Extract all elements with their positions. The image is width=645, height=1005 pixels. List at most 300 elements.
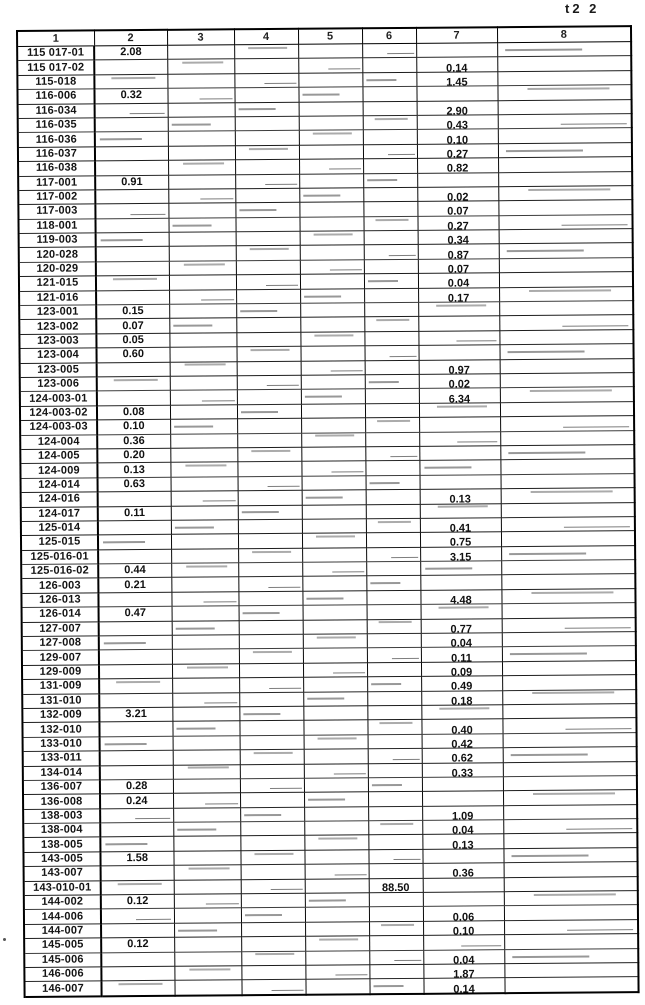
value-cell-col8 [499,315,633,330]
cell-value: 0.04 [450,637,473,650]
value-cell-col4 [235,188,299,203]
value-cell-col2 [99,607,172,622]
value-cell-col7 [418,273,499,291]
value-cell-col2 [94,88,167,103]
value-cell-col4 [237,462,301,477]
value-cell-col6 [369,950,423,965]
cell-value: 0.07 [447,263,470,276]
value-cell-col8 [504,905,638,920]
value-cell-col3 [167,88,234,103]
row-id-cell: 123-001 [19,305,96,320]
value-cell-col3 [172,620,239,635]
cell-value: 0.28 [125,780,148,793]
value-cell-col3 [168,189,235,204]
value-cell-col4 [237,390,301,405]
value-cell-col6 [365,461,419,476]
value-cell-col2 [97,419,170,434]
value-cell-col3 [169,289,236,304]
value-cell-col8 [500,445,634,460]
value-cell-col5 [303,706,367,721]
value-cell-col6 [363,130,417,145]
row-id-cell: 123-004 [20,348,97,363]
cell-value: 0.24 [126,794,148,807]
value-cell-col2 [101,866,174,881]
value-cell-col2 [100,736,173,751]
value-cell-col6 [362,58,416,73]
cell-value: 0.05 [122,334,144,347]
value-cell-col6 [365,446,419,461]
value-cell-col3 [168,117,235,132]
value-cell-col8 [499,344,633,359]
value-cell-col2 [97,448,170,463]
value-cell-col7 [417,100,498,118]
value-cell-col7 [422,820,503,835]
cell-value: 0.43 [446,119,469,132]
value-cell-col8 [501,574,635,589]
value-cell-col5 [299,130,363,145]
value-cell-col5 [303,648,367,663]
value-cell-col8 [497,56,631,71]
value-cell-col5 [305,965,369,980]
cell-value: 0.82 [446,162,469,175]
value-cell-col4 [239,677,303,692]
value-cell-col5 [299,116,363,131]
value-cell-col6 [365,432,419,447]
cell-value: 0.75 [449,536,472,550]
value-cell-col4 [240,735,304,750]
value-cell-col2 [95,132,168,147]
value-cell-col7 [422,748,503,763]
value-cell-col4 [240,807,304,822]
cell-value: 0.11 [450,652,472,665]
value-cell-col8 [502,617,636,632]
value-cell-col6 [369,921,423,936]
value-cell-col7 [423,964,504,979]
value-cell-col5 [305,936,369,951]
value-cell-col2 [101,981,174,996]
value-cell-col5 [298,87,362,102]
cell-value: 0.04 [447,277,470,291]
cell-value: 0.10 [446,133,469,147]
value-cell-col6 [367,648,421,663]
value-cell-col3 [174,937,241,952]
value-cell-col7 [420,546,501,564]
row-id-cell: 123-002 [19,319,96,334]
value-cell-col4 [238,519,302,534]
value-cell-col2 [101,938,174,953]
row-id-cell: 119-003 [19,233,96,248]
value-cell-col4 [235,102,299,117]
value-cell-col3 [171,505,238,520]
value-cell-col3 [174,879,241,894]
value-cell-col5 [300,346,364,361]
value-cell-col4 [241,980,305,995]
value-cell-col3 [170,390,237,405]
value-cell-col6 [364,245,418,260]
value-cell-col4 [236,260,300,275]
row-id-cell: 121-015 [19,276,96,291]
value-cell-col2 [94,45,167,60]
value-cell-col3 [168,146,235,161]
value-cell-col2 [95,117,168,132]
value-cell-col4 [237,447,301,462]
value-cell-col5 [300,245,364,260]
value-cell-col4 [241,936,305,951]
value-cell-col5 [299,145,363,160]
value-cell-col6 [365,360,419,375]
value-cell-col5 [304,763,368,778]
row-id-cell: 133-010 [23,737,100,752]
value-cell-col6 [366,489,420,504]
value-cell-col3 [172,649,239,664]
value-cell-col6 [364,317,418,332]
value-cell-col5 [300,231,364,246]
value-cell-col8 [497,85,631,100]
value-cell-col4 [238,534,302,549]
value-cell-col5 [304,821,368,836]
cell-value: 3.21 [125,708,147,721]
value-cell-col2 [96,319,169,334]
value-cell-col3 [171,577,238,592]
value-cell-col2 [97,376,170,391]
cell-value: 0.13 [452,839,474,852]
value-cell-col3 [173,822,240,837]
row-id-cell: 145-006 [24,952,101,967]
row-id-cell: 131-010 [22,693,99,708]
row-id-cell: 143-005 [23,852,100,867]
value-cell-col6 [364,331,418,346]
cell-value: 0.04 [452,824,474,837]
value-cell-col8 [503,761,637,776]
cell-value: 0.04 [453,954,475,967]
value-cell-col8 [504,891,638,906]
value-cell-col6 [363,173,417,188]
row-id-cell: 120-029 [19,262,96,277]
value-cell-col6 [363,187,417,202]
column-header-5: 5 [298,28,362,44]
value-cell-col4 [237,361,301,376]
value-cell-col5 [303,720,367,735]
value-cell-col2 [100,822,173,837]
value-cell-col8 [497,70,631,85]
scanned-table-wrapper [16,25,640,998]
value-cell-col8 [503,732,637,747]
value-cell-col6 [369,907,423,922]
value-cell-col2 [99,722,172,737]
value-cell-col4 [240,793,304,808]
value-cell-col4 [235,145,299,160]
value-cell-col7 [423,978,504,994]
value-cell-col3 [173,836,240,851]
row-id-cell: 133-011 [23,751,100,766]
row-id-cell: 136-007 [23,780,100,795]
value-cell-col3 [172,707,239,722]
row-id-cell: 125-014 [21,521,98,536]
value-cell-col7 [418,244,499,262]
value-cell-col4 [241,965,305,980]
value-cell-col5 [302,504,366,519]
value-cell-col2 [100,794,173,809]
value-cell-col3 [167,74,234,89]
value-cell-col6 [367,677,421,692]
row-id-cell: 134-014 [23,765,100,780]
row-id-cell: 124-003-03 [20,420,97,435]
value-cell-col8 [500,373,634,388]
value-cell-col7 [420,474,501,489]
value-cell-col7 [421,676,502,691]
value-cell-col8 [501,545,635,560]
value-cell-col3 [172,678,239,693]
value-cell-col3 [172,721,239,736]
row-id-cell: 127-007 [22,621,99,636]
value-cell-col6 [369,979,423,994]
value-cell-col5 [301,461,365,476]
value-cell-col6 [366,475,420,490]
value-cell-col7 [417,115,498,130]
value-cell-col7 [416,57,497,75]
value-cell-col7 [420,561,501,576]
value-cell-col5 [303,691,367,706]
row-id-cell: 131-009 [22,679,99,694]
value-cell-col4 [239,706,303,721]
row-id-cell: 116-035 [18,118,95,133]
value-cell-col7 [418,316,499,331]
cell-value: 0.07 [447,205,469,219]
value-cell-col8 [501,531,635,546]
value-cell-col5 [301,389,365,404]
value-cell-col8 [503,819,637,834]
cell-value: 0.77 [450,623,472,636]
cell-value: 1.09 [451,810,474,823]
value-cell-col7 [418,287,499,305]
value-cell-col7 [423,935,504,950]
value-cell-col2 [100,808,173,823]
value-cell-col8 [498,99,632,114]
value-cell-col7 [420,489,501,504]
value-cell-col2 [94,60,167,75]
value-cell-col7 [423,877,504,892]
value-cell-col8 [504,977,638,993]
value-cell-col6 [366,576,420,591]
row-id-cell: 117-002 [18,190,95,205]
value-cell-col4 [234,87,298,102]
cell-value: 0.87 [447,249,470,262]
value-cell-col3 [173,736,240,751]
value-cell-col8 [503,747,637,762]
value-cell-col6 [365,418,419,433]
value-cell-col2 [97,362,170,377]
value-cell-col2 [96,232,169,247]
value-cell-col5 [302,490,366,505]
value-cell-col8 [497,42,631,57]
value-cell-col4 [234,44,298,59]
value-cell-col4 [241,922,305,937]
value-cell-col5 [305,907,369,922]
cell-value: 0.09 [450,666,473,679]
value-cell-col8 [501,560,635,575]
value-cell-col4 [238,476,302,491]
value-cell-col5 [299,159,363,174]
value-cell-col8 [499,286,633,301]
row-id-cell: 138-005 [23,837,100,852]
value-cell-col8 [499,272,633,287]
value-cell-col8 [500,416,634,431]
value-cell-col4 [239,634,303,649]
value-cell-col7 [422,805,503,823]
value-cell-col7 [421,705,502,720]
value-cell-col7 [416,86,497,101]
value-cell-col7 [420,503,501,518]
value-cell-col2 [101,909,174,924]
value-cell-col8 [499,301,633,316]
value-cell-col5 [303,634,367,649]
cell-value: 0.33 [451,767,474,780]
table-body [17,42,638,997]
value-cell-col8 [500,358,634,373]
value-cell-col5 [300,303,364,318]
value-cell-col4 [239,692,303,707]
value-cell-col7 [416,72,497,87]
value-cell-col3 [173,807,240,822]
value-cell-col6 [366,547,420,562]
value-cell-col3 [169,246,236,261]
cell-value: 0.02 [447,191,469,204]
value-cell-col5 [300,274,364,289]
value-cell-col7 [422,849,503,864]
value-cell-col5 [304,749,368,764]
value-cell-col3 [169,333,236,348]
cell-value: 0.36 [452,867,474,881]
row-id-cell: 124-005 [20,449,97,464]
value-cell-col6 [367,619,421,634]
value-cell-col2 [101,966,174,981]
value-cell-col3 [173,750,240,765]
value-cell-col7 [419,446,500,461]
value-cell-col8 [504,876,638,891]
value-cell-col4 [241,865,305,880]
value-cell-col5 [299,173,363,188]
row-id-cell: 146-007 [24,981,101,996]
value-cell-col3 [168,217,235,232]
row-id-cell: 125-016-01 [21,550,98,565]
row-id-cell: 121-016 [19,291,96,306]
value-cell-col5 [299,216,363,231]
column-header-1: 1 [17,30,94,46]
value-cell-col8 [498,157,632,172]
value-cell-col3 [170,376,237,391]
value-cell-col2 [100,779,173,794]
value-cell-col8 [501,502,635,517]
value-cell-col5 [304,778,368,793]
row-id-cell: 115 017-02 [17,60,94,75]
value-cell-col4 [240,850,304,865]
value-cell-col4 [236,289,300,304]
value-cell-col3 [172,635,239,650]
cell-value: 0.32 [120,89,143,102]
value-cell-col8 [498,171,632,186]
value-cell-col7 [421,661,502,679]
value-cell-col6 [367,605,421,620]
value-cell-col3 [168,131,235,146]
value-cell-col8 [504,919,638,934]
value-cell-col5 [298,73,362,88]
value-cell-col3 [174,923,241,938]
value-cell-col7 [417,143,498,161]
value-cell-col5 [298,58,362,73]
cell-value: 0.91 [121,175,143,188]
cell-value: 0.14 [453,983,475,996]
value-cell-col4 [240,778,304,793]
value-cell-col7 [418,345,499,360]
value-cell-col2 [96,304,169,319]
value-cell-col7 [420,590,501,605]
value-cell-col5 [303,619,367,634]
value-cell-col2 [94,74,167,89]
value-cell-col7 [419,417,500,432]
value-cell-col6 [366,533,420,548]
row-id-cell: 120-028 [19,247,96,262]
value-cell-col6 [366,590,420,605]
value-cell-col5 [305,950,369,965]
value-cell-col7 [421,690,502,708]
cell-value: 0.07 [122,319,144,332]
value-cell-col6 [367,720,421,735]
value-cell-col7 [423,949,504,967]
column-header-6: 6 [362,28,416,44]
value-cell-col6 [363,101,417,116]
row-id-cell: 123-005 [20,362,97,377]
value-cell-col8 [503,848,637,863]
value-cell-col8 [501,517,635,532]
cell-value: 0.41 [449,522,472,535]
cell-value: 0.12 [127,938,149,951]
cell-value: 0.14 [446,62,468,75]
value-cell-col6 [363,216,417,231]
cell-value: 0.34 [447,234,469,247]
value-cell-col7 [421,633,502,648]
value-cell-col5 [301,404,365,419]
value-cell-col8 [503,833,637,848]
row-id-cell: 144-007 [24,924,101,939]
value-cell-col4 [237,433,301,448]
row-id-cell: 123-006 [20,377,97,392]
value-cell-col2 [97,463,170,478]
cell-value: 0.18 [451,695,473,708]
value-cell-col3 [171,534,238,549]
value-cell-col4 [236,318,300,333]
value-cell-col4 [234,59,298,74]
value-cell-col8 [502,660,636,675]
value-cell-col5 [299,202,363,217]
value-cell-col7 [417,201,498,219]
row-id-cell: 125-016-02 [21,564,98,579]
value-cell-col2 [97,391,170,406]
value-cell-col6 [368,792,422,807]
value-cell-col5 [303,677,367,692]
row-id-cell: 115-018 [17,75,94,90]
value-cell-col3 [170,448,237,463]
value-cell-col6 [369,864,423,879]
value-cell-col8 [504,934,638,949]
row-id-cell: 115 017-01 [17,46,94,61]
value-cell-col2 [100,851,173,866]
value-cell-col6 [367,633,421,648]
value-cell-col4 [238,562,302,577]
value-cell-col2 [99,621,172,636]
value-cell-col5 [305,878,369,893]
value-cell-col8 [498,128,632,143]
value-cell-col6 [362,43,416,58]
